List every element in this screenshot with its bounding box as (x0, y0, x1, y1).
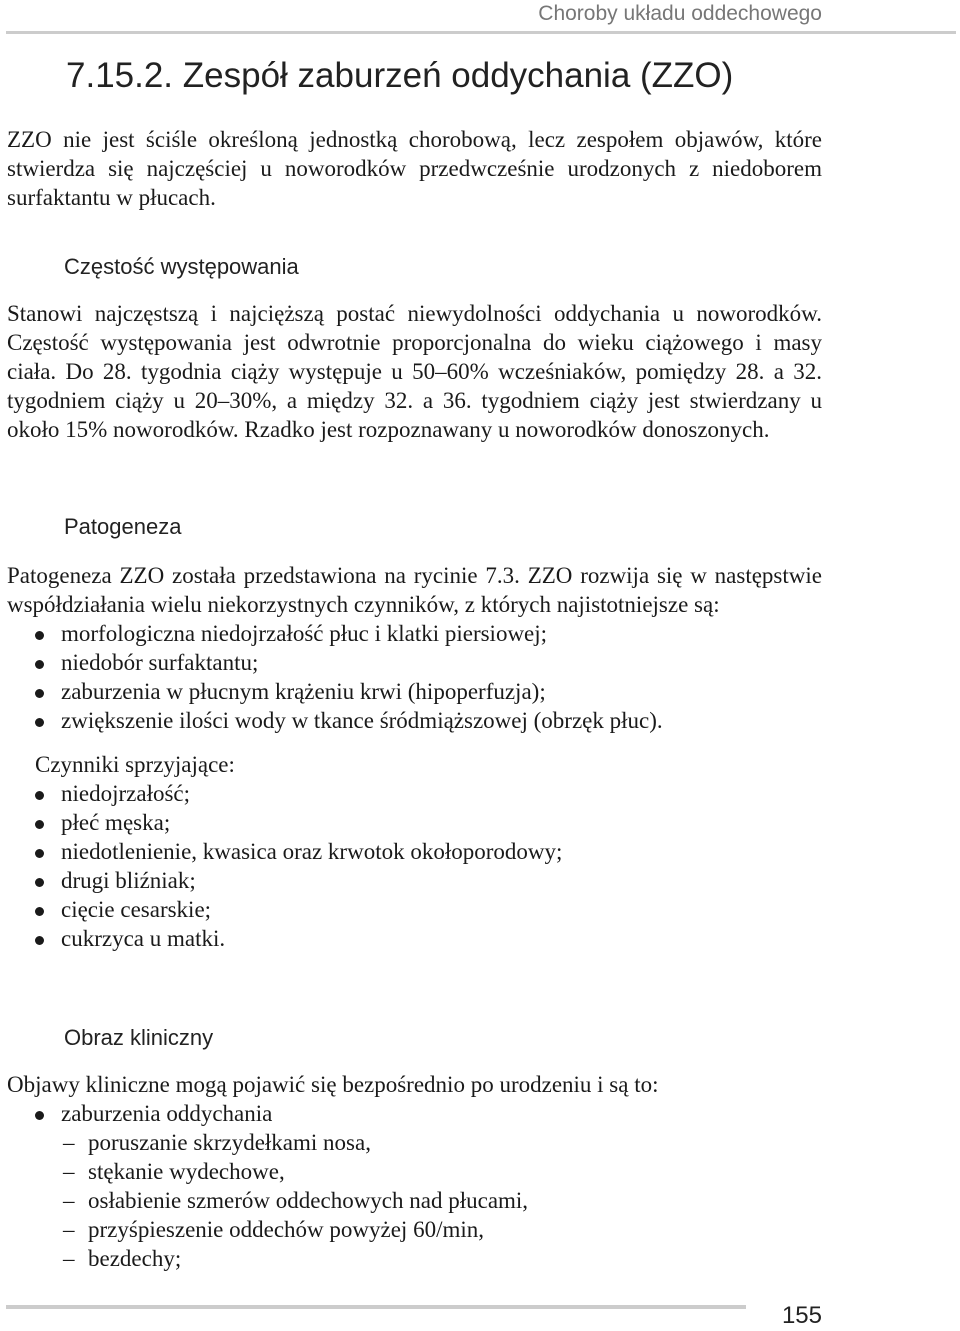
list-item: zaburzenia w płucnym krążeniu krwi (hipoperfuzja); (7, 677, 822, 706)
predisposing-list (7, 779, 822, 953)
list-item: morfologiczna niedojrzałość płuc i klatki piersiowej; (7, 619, 822, 648)
running-header: Choroby układu oddechowego (538, 2, 822, 25)
clinical-paragraph: Objawy kliniczne mogą pojawić się bezpośrednio po urodzeniu i są to: (7, 1072, 659, 1097)
section-number: 7.15.2. (66, 56, 174, 95)
section-title-text: Zespół zaburzeń oddychania (ZZO) (182, 56, 734, 95)
heading-clinical: Obraz kliniczny (64, 1025, 214, 1050)
list-item: płeć męska; (7, 808, 822, 837)
footer-rule (6, 1305, 746, 1309)
list-item: drugi bliźniak; (7, 866, 822, 895)
list-item: – przyśpieszenie oddechów powyżej 60/min, (7, 1215, 822, 1244)
list-item: niedotlenienie, kwasica oraz krwotok okołoporodowy; (7, 837, 822, 866)
pathogenesis-block (7, 561, 822, 953)
list-item: cukrzyca u matki. (7, 924, 822, 953)
list-item: – osłabienie szmerów oddechowych nad płucami, (7, 1186, 822, 1215)
pathogenesis-factors-list (7, 619, 822, 735)
clinical-group-list (7, 1099, 822, 1128)
section-title (66, 56, 733, 96)
list-item: zwiększenie ilości wody w tkance śródmiąższowej (obrzęk płuc). (7, 706, 822, 735)
frequency-block (7, 299, 822, 444)
intro-paragraph: ZZO nie jest ściśle określoną jednostką chorobową, lecz zespołem objawów, które stwierdza się najczęściej u noworodków przedwcześnie urodzonych z niedoborem surfaktantu w płucach. (7, 127, 822, 210)
heading-frequency: Częstość występowania (64, 254, 299, 279)
list-item: – bezdechy; (7, 1244, 822, 1273)
list-item: niedojrzałość; (7, 779, 822, 808)
list-item: cięcie cesarskie; (7, 895, 822, 924)
list-item: – poruszanie skrzydełkami nosa, (7, 1128, 822, 1157)
intro-block (7, 125, 822, 212)
symptoms-list (7, 1128, 822, 1273)
list-item: – stękanie wydechowe, (7, 1157, 822, 1186)
list-item: zaburzenia oddychania (7, 1099, 822, 1128)
clinical-block (7, 1070, 822, 1273)
predisposing-label: Czynniki sprzyjające: (35, 752, 235, 777)
pathogenesis-paragraph: Patogeneza ZZO została przedstawiona na rycinie 7.3. ZZO rozwija się w następstwie współdziałania wielu niekorzystnych czynników, z których najistotniejsze są: (7, 563, 822, 617)
header-rule (6, 31, 956, 34)
page-number: 155 (781, 1302, 822, 1329)
frequency-paragraph: Stanowi najczęstszą i najcięższą postać niewydolności oddychania u noworodków. Częstość występowania jest odwrotnie proporcjonalna do wieku ciążowego i masy ciała. Do 28. tygodnia ciąży występuje u 50–60% wcześniaków, pomiędzy 28. a 32. tygodniem ciąży u 20–30%, a między 32. a 36. tygodniem ciąży jest stwierdzany u około 15% noworodków. Rzadko jest rozpoznawany u noworodków donoszonych. (7, 301, 822, 442)
heading-pathogenesis: Patogeneza (64, 514, 182, 539)
list-item: niedobór surfaktantu; (7, 648, 822, 677)
